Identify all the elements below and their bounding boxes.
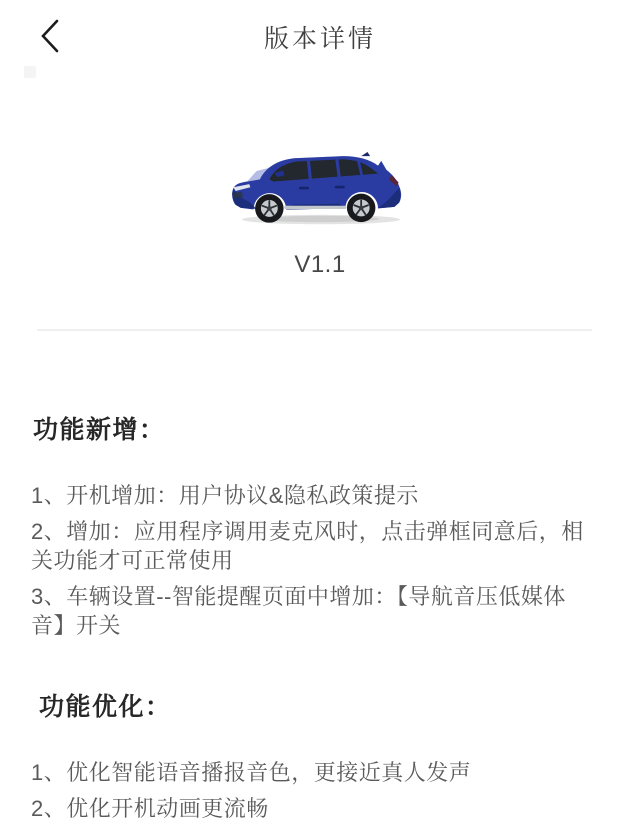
screenshot-artifact (24, 66, 36, 78)
running-board (284, 206, 346, 209)
car-image (225, 134, 415, 229)
page-title: 版本详情 (263, 25, 376, 53)
section-optimizations (0, 692, 640, 823)
back-button[interactable] (28, 14, 72, 58)
antenna-fin (361, 152, 370, 156)
list-item: 2、增加：应用程序调用麦克风时，点击弹框同意后，相关功能才可正常使用 (31, 519, 584, 573)
list-item: 1、优化智能语音播报音色，更接近真人发声 (31, 760, 472, 785)
blue-suv-illustration (225, 134, 415, 229)
list-item: 3、车辆设置--智能提醒页面中增加：【导航音压低媒体音】开关 (31, 584, 566, 638)
list-item: 2、优化开机动画更流畅 (31, 796, 269, 821)
rear-wheel (347, 194, 376, 223)
section-new-features (0, 415, 640, 640)
section-heading-new-features: 功能新增： (33, 416, 166, 444)
version-label: V1.1 (294, 251, 346, 278)
header (0, 0, 640, 70)
chevron-left-icon (39, 18, 61, 54)
section-heading-optimizations: 功能优化： (39, 693, 172, 721)
divider (37, 329, 592, 331)
front-wheel (255, 194, 284, 222)
list-item: 1、开机增加：用户协议&隐私政策提示 (31, 483, 419, 508)
